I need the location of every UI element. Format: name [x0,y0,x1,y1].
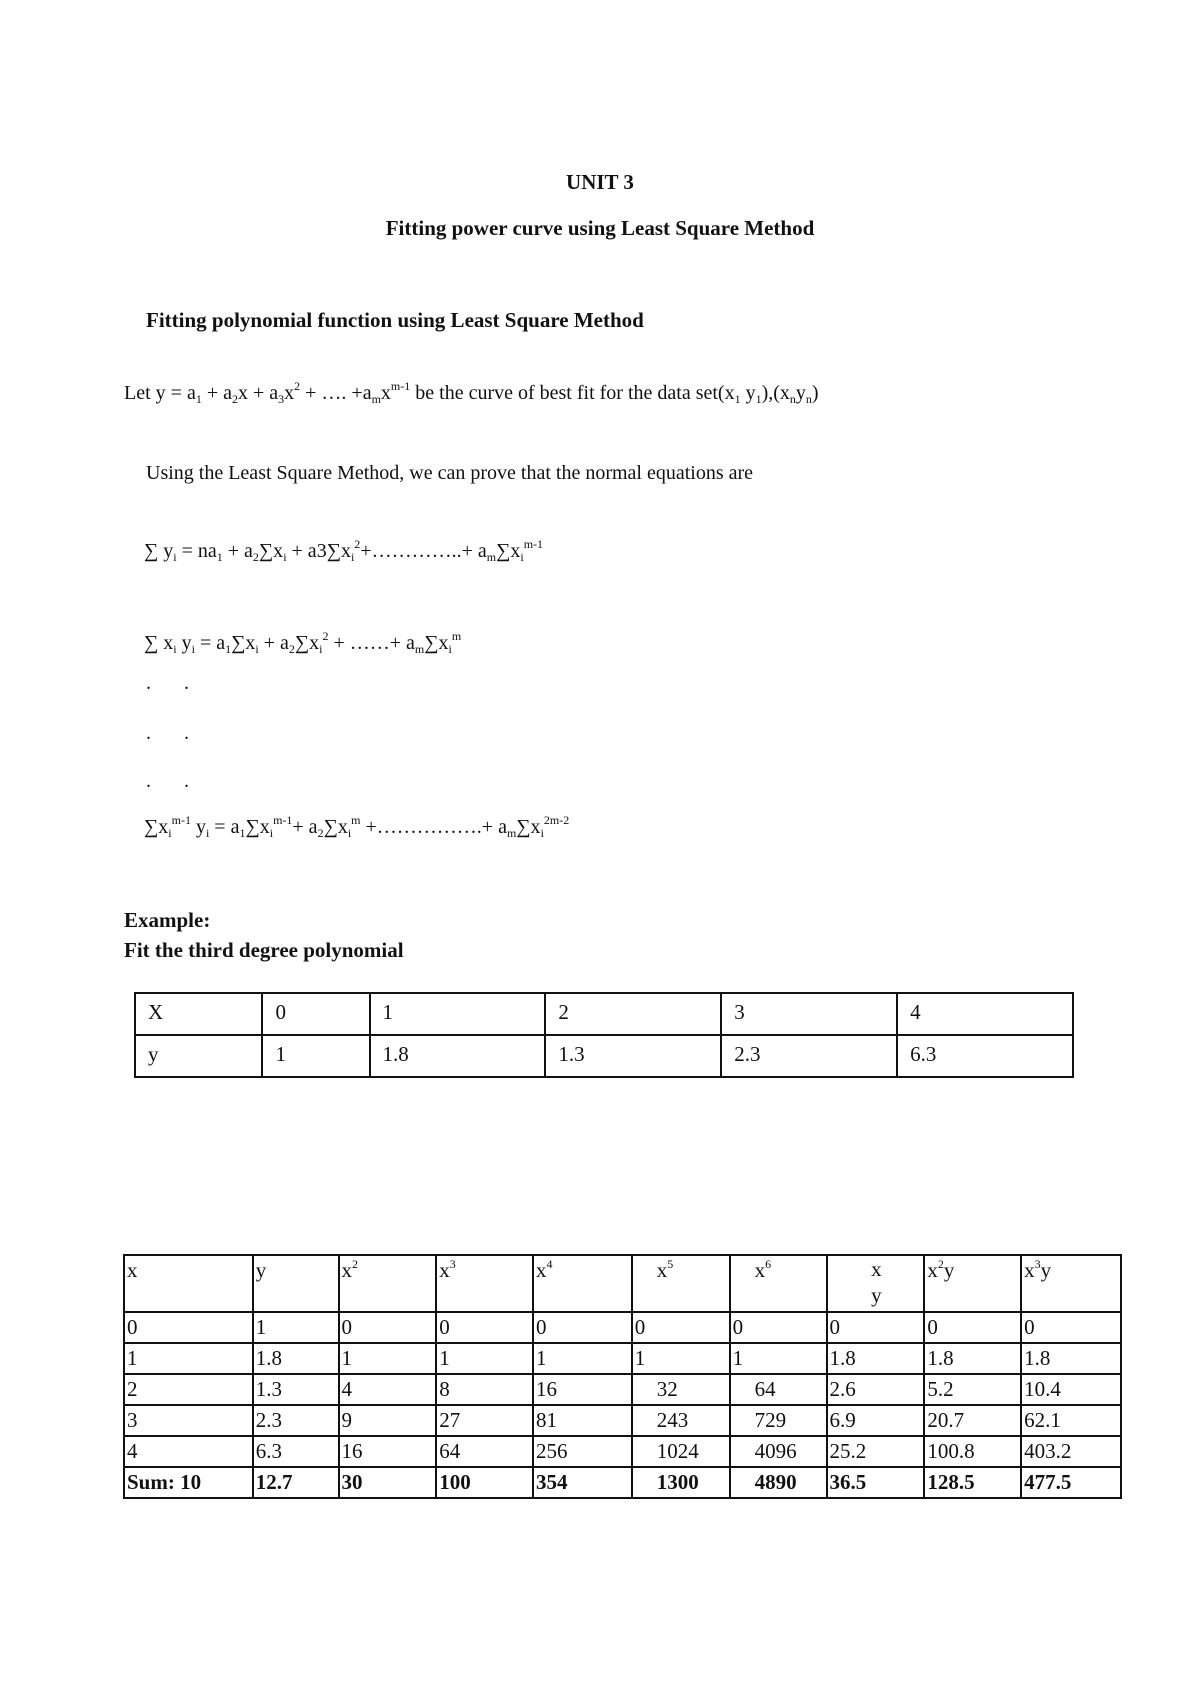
table-cell: 2 [545,993,721,1035]
table-cell: 0 [533,1312,632,1343]
header-cell: $x^2$ [339,1255,437,1312]
header-cell: $x^3$ [436,1255,533,1312]
table-cell: 0 [730,1312,827,1343]
unit-title: UNIT 3 [566,170,634,194]
table-cell: 256 [533,1436,632,1467]
table-cell: 1.8 [253,1343,339,1374]
ellipsis-row-2: . . [146,722,203,744]
sum-cell: 354 [533,1467,632,1498]
table-cell: 1.8 [827,1343,925,1374]
table-cell: 1 [632,1343,730,1374]
table-cell: 64 [436,1436,533,1467]
table-cell: 4096 [730,1436,827,1467]
sum-cell: 30 [339,1467,437,1498]
table-cell: 6.9 [827,1405,925,1436]
table-cell: 1 [370,993,546,1035]
table-cell: y [135,1035,262,1077]
table-cell: 1 [730,1343,827,1374]
table-cell: 0 [827,1312,925,1343]
header-cell: $x^2y$ [924,1255,1021,1312]
table-cell: 8 [436,1374,533,1405]
table-cell: 6.3 [897,1035,1073,1077]
header-cell: x [124,1255,253,1312]
normal-equation-2: ∑ $x_i$ $y_i = a_1\sum x_i + a_2\sum x_i^2$ + ……+ $a_m\sum x_i^m$ [144,629,462,656]
sum-cell: 100 [436,1467,533,1498]
table-cell: 2 [124,1374,253,1405]
header-cell: $x^6$ [730,1255,827,1312]
header-cell: x y [827,1255,925,1312]
example-task: Fit the third degree polynomial [124,938,404,962]
table-row [135,1035,1073,1077]
table-cell: 1024 [632,1436,730,1467]
table-cell: 243 [632,1405,730,1436]
header-cell: $x^5$ [632,1255,730,1312]
table-cell: 1 [124,1343,253,1374]
table-cell: 100.8 [924,1436,1021,1467]
ellipsis-row-1: . . [146,672,203,694]
table-cell: 1.8 [924,1343,1021,1374]
ellipsis-row-3: . . [146,770,203,792]
table-row [124,1312,1121,1343]
table-header-row [124,1255,1121,1312]
sum-cell: Sum: 10 [124,1467,253,1498]
table-cell: 3 [721,993,897,1035]
table-cell: 20.7 [924,1405,1021,1436]
table-cell: 4 [124,1436,253,1467]
example-label: Example: [124,908,211,932]
table-cell: 1 [262,1035,369,1077]
table-row [124,1343,1121,1374]
table-cell: 81 [533,1405,632,1436]
normal-equation-m: $\sum x_i^{m-1}$ $y_i = a_1\sum x_i^{m-1}+ a_2\sum x_i^m$ +…………….+ $a_m\sum x_i^{2m-2}$ [144,813,570,840]
section-heading: Fitting polynomial function using Least Square Method [146,308,644,332]
sum-cell: 128.5 [924,1467,1021,1498]
table-row [124,1436,1121,1467]
data-table [134,992,1074,1078]
table-cell: X [135,993,262,1035]
table-row [124,1374,1121,1405]
calculation-table [123,1254,1122,1499]
sum-cell: 477.5 [1021,1467,1121,1498]
header-cell: $x^3y$ [1021,1255,1121,1312]
header-cell: $x^4$ [533,1255,632,1312]
normal-equation-1: ∑ $y_i = na_1 + a_2\sum x_i$ + $a3\sum x_i^2+\dots\dots\dots\dots..+ a_m\sum x_i^{m-1}$ [144,537,544,564]
table-cell: 1.3 [253,1374,339,1405]
sum-cell: 36.5 [827,1467,925,1498]
table-cell: 0 [262,993,369,1035]
table-cell: 62.1 [1021,1405,1121,1436]
sum-row [124,1467,1121,1498]
sum-cell: 1300 [632,1467,730,1498]
table-cell: 64 [730,1374,827,1405]
table-cell: 1 [436,1343,533,1374]
table-cell: 0 [436,1312,533,1343]
table-cell: 1 [339,1343,437,1374]
table-cell: 32 [632,1374,730,1405]
table-cell: 16 [339,1436,437,1467]
table-cell: 2.6 [827,1374,925,1405]
table-row [124,1405,1121,1436]
table-cell: 4 [897,993,1073,1035]
table-cell: 3 [124,1405,253,1436]
table-cell: 1.3 [545,1035,721,1077]
table-cell: 1.8 [370,1035,546,1077]
table-cell: 1 [533,1343,632,1374]
polynomial-definition: Let $y = a_1 + a_2x + a_3x^2$ + …. $+a_mx^{m-1}$ be the curve of best fit for the data $set(x_1$ $y_1),(x_ny_n)$ [124,379,819,406]
table-cell: 16 [533,1374,632,1405]
normal-equations-intro: Using the Least Square Method, we can prove that the normal equations are [146,462,754,484]
table-cell: 2.3 [721,1035,897,1077]
table-cell: 5.2 [924,1374,1021,1405]
table-cell: 9 [339,1405,437,1436]
table-cell: 0 [339,1312,437,1343]
subtitle: Fitting power curve using Least Square Method [385,216,815,240]
table-cell: 10.4 [1021,1374,1121,1405]
table-cell: 2.3 [253,1405,339,1436]
table-cell: 27 [436,1405,533,1436]
table-row [135,993,1073,1035]
table-cell: 729 [730,1405,827,1436]
table-cell: 1.8 [1021,1343,1121,1374]
table-cell: 0 [632,1312,730,1343]
header-cell: y [253,1255,339,1312]
table-cell: 0 [924,1312,1021,1343]
table-cell: 0 [1021,1312,1121,1343]
sum-cell: 12.7 [253,1467,339,1498]
table-cell: 6.3 [253,1436,339,1467]
table-cell: 25.2 [827,1436,925,1467]
table-cell: 0 [124,1312,253,1343]
table-cell: 1 [253,1312,339,1343]
sum-cell: 4890 [730,1467,827,1498]
table-cell: 403.2 [1021,1436,1121,1467]
table-cell: 4 [339,1374,437,1405]
